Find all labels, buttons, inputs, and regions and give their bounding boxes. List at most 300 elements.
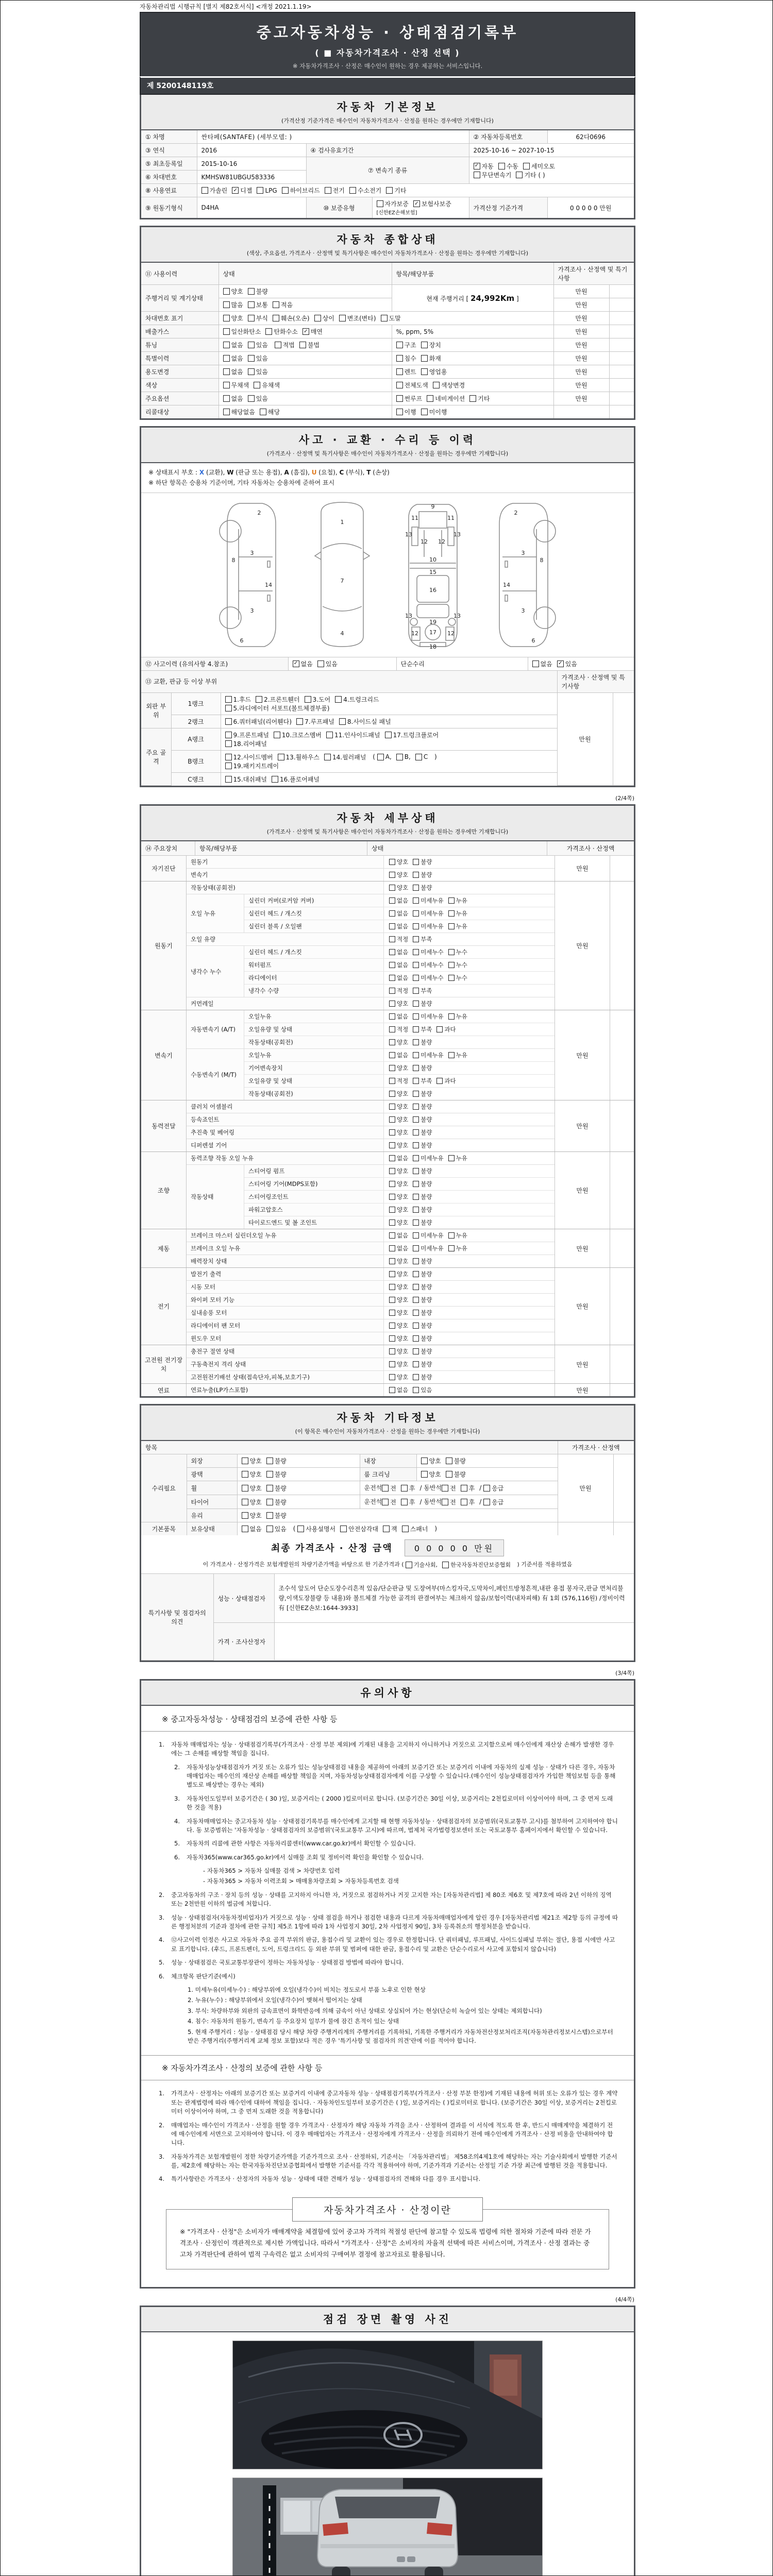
- checkbox-매연[interactable]: [303, 327, 323, 336]
- checkbox-box-icon: [413, 962, 419, 968]
- checkbox-없음[interactable]: [223, 341, 243, 349]
- checkbox-label: 양호: [397, 1348, 409, 1355]
- checkbox-자가보증[interactable]: [377, 199, 409, 208]
- checkbox-있음[interactable]: [248, 354, 268, 363]
- detail-group: [141, 882, 634, 1010]
- checkbox-불량[interactable]: [413, 1257, 432, 1265]
- checkbox-누수[interactable]: [448, 974, 467, 982]
- checkbox-양호[interactable]: [389, 1334, 408, 1343]
- checkbox-수소전기[interactable]: [349, 186, 381, 195]
- checkbox-불량[interactable]: [413, 858, 432, 866]
- checkbox-불량[interactable]: [413, 1128, 432, 1137]
- checkbox-label: 불량: [421, 1103, 432, 1111]
- checkbox-불량[interactable]: [413, 1167, 432, 1175]
- checkbox-불량[interactable]: [446, 1456, 466, 1465]
- checkbox-5.라디에이터 서포트(볼트체결부품)[interactable]: [225, 704, 330, 713]
- checkbox-양호[interactable]: [389, 1283, 408, 1291]
- checkbox-안전삼각대[interactable]: [340, 1524, 378, 1533]
- checkbox-LPG[interactable]: [257, 187, 277, 194]
- checkbox-세미오토[interactable]: [523, 162, 555, 171]
- item-label: 스티어링 기어(MDPS포함): [244, 1178, 383, 1190]
- checkbox-box-icon: [448, 962, 455, 968]
- checkbox-불량[interactable]: [413, 1373, 432, 1381]
- checkbox-있음[interactable]: [248, 367, 268, 376]
- checkbox-과다[interactable]: [436, 1025, 456, 1033]
- remarks-label: 특기사항 및 점검자의 의견: [141, 1574, 213, 1660]
- checkbox-과다[interactable]: [436, 1077, 456, 1085]
- checkbox-양호[interactable]: [242, 1456, 262, 1465]
- checkbox-누수[interactable]: [448, 961, 467, 969]
- note-cell: [610, 1100, 634, 1151]
- checkbox-불량[interactable]: [413, 1218, 432, 1227]
- checkbox-구조[interactable]: [396, 341, 416, 349]
- checkbox-7.루프패널[interactable]: [296, 717, 334, 726]
- checkbox-누유[interactable]: [448, 909, 467, 918]
- section-subtitle: (가격산정 기준가격은 매수인이 자동차가격조사 · 산정을 원하는 경우에만 기재합니다): [281, 117, 494, 124]
- checkbox-C[interactable]: [415, 753, 428, 760]
- checkbox-기타 ( )[interactable]: [516, 171, 545, 179]
- checkbox-미세누유[interactable]: [413, 1051, 443, 1059]
- engine-type-label: ⑨ 원동기형식: [141, 197, 197, 218]
- checkbox-불량[interactable]: [413, 1193, 432, 1201]
- checkbox-누유[interactable]: [448, 1012, 467, 1021]
- checkbox-적정[interactable]: [389, 1025, 408, 1033]
- detail-subgroup: [187, 894, 554, 933]
- checkbox-양호[interactable]: [389, 1373, 408, 1381]
- detail-group: [141, 1345, 634, 1384]
- checkbox-label: 불량: [421, 884, 432, 892]
- checkbox-전체도색[interactable]: [396, 381, 428, 389]
- item-label: 클러치 어셈블리: [187, 1100, 383, 1113]
- checkbox-없음[interactable]: [389, 1012, 408, 1021]
- notice-item-text: 자동차의 리콜에 관한 사항은 자동차리콜센터(www.car.go.kr)에서 확인할 수 있습니다.: [187, 1840, 416, 1848]
- checkbox-양호[interactable]: [389, 1270, 408, 1278]
- notice-item-number: 6.: [159, 1972, 165, 1980]
- checkbox-양호[interactable]: [242, 1484, 262, 1493]
- checkbox-누수[interactable]: [448, 948, 467, 956]
- checkbox-box-icon: [389, 1091, 395, 1097]
- checkbox-4.트렁크리드[interactable]: [335, 695, 379, 704]
- checkbox-box-icon: [223, 368, 230, 375]
- checkbox-label: 전: [390, 1499, 396, 1506]
- checkbox-탄화수소[interactable]: [265, 327, 297, 336]
- checkbox-수동[interactable]: [498, 162, 518, 171]
- checkbox-label: 스패너: [410, 1526, 428, 1533]
- note-cell: [609, 392, 634, 405]
- checkbox-무단변속기[interactable]: [474, 171, 512, 179]
- detail-row: [244, 1216, 554, 1229]
- checkbox-화재[interactable]: [421, 354, 441, 363]
- checkbox-양호[interactable]: [389, 1257, 408, 1265]
- tire-state: [237, 1495, 360, 1509]
- checkbox-label: 없음: [397, 974, 409, 982]
- checkbox-후[interactable]: [401, 1484, 415, 1493]
- checkbox-불량[interactable]: [266, 1484, 287, 1493]
- note-cell: [609, 338, 634, 352]
- checkbox-양호[interactable]: [389, 1141, 408, 1149]
- accident-flags-table: [141, 657, 634, 670]
- checkbox-3.도어[interactable]: [305, 695, 331, 704]
- checkbox-box-icon: [389, 1168, 395, 1174]
- device-label: 자기진단: [141, 856, 187, 881]
- checkbox-불량[interactable]: [413, 884, 432, 892]
- checkbox-없음[interactable]: [389, 1386, 408, 1394]
- state-cell: [383, 1178, 554, 1190]
- checkbox-양호[interactable]: [421, 1470, 441, 1479]
- checkbox-없음[interactable]: [389, 961, 408, 969]
- checkbox-불량[interactable]: [413, 1334, 432, 1343]
- checkbox-양호[interactable]: [389, 1103, 408, 1111]
- checkbox-미세누수[interactable]: [413, 961, 443, 969]
- checkbox-없음[interactable]: [389, 1051, 408, 1059]
- checkbox-불량[interactable]: [413, 1115, 432, 1124]
- checkbox-전[interactable]: [442, 1498, 456, 1506]
- checkbox-후[interactable]: [461, 1484, 475, 1493]
- checkbox-있음[interactable]: [557, 659, 577, 668]
- checkbox-15.대쉬패널[interactable]: [225, 775, 267, 784]
- checkbox-누유[interactable]: [448, 1231, 467, 1240]
- checkbox-해당없음[interactable]: [223, 408, 255, 416]
- checkbox-미세누유[interactable]: [413, 922, 443, 930]
- checkbox-하이브리드[interactable]: [282, 186, 320, 195]
- checkbox-침수[interactable]: [396, 354, 416, 363]
- checkbox-영업용[interactable]: [421, 367, 447, 376]
- checkbox-사용설명서[interactable]: [297, 1524, 335, 1533]
- checkbox-미세누수[interactable]: [413, 948, 443, 956]
- checkbox-있음[interactable]: [248, 394, 268, 403]
- checkbox-무채색[interactable]: [223, 381, 249, 389]
- checkbox-양호[interactable]: [242, 1470, 262, 1479]
- checkbox-19.패키지트레이[interactable]: [225, 761, 279, 770]
- detail-row: [187, 1332, 554, 1345]
- checkbox-있음[interactable]: [413, 1386, 432, 1394]
- checkbox-없음[interactable]: [389, 974, 408, 982]
- checkbox-누유[interactable]: [448, 896, 467, 905]
- checkbox-box-icon: [389, 1245, 395, 1251]
- checkbox-미세누유[interactable]: [413, 896, 443, 905]
- checkbox-양호[interactable]: [223, 314, 243, 323]
- checkbox-label: 양호: [231, 315, 243, 322]
- page-marker-3: (3/4쪽): [615, 1669, 634, 1676]
- checkbox-없음[interactable]: [389, 909, 408, 918]
- checkbox-스패너[interactable]: [402, 1524, 428, 1533]
- checkbox-18.리어패널[interactable]: [225, 739, 267, 748]
- checkbox-양호[interactable]: [389, 1038, 408, 1046]
- checkbox-A,[interactable]: [377, 753, 392, 760]
- checkbox-1.후드[interactable]: [225, 695, 251, 704]
- text-fragment: ※ 상태표시 부호 :: [148, 469, 199, 476]
- checkbox-box-icon: [266, 1485, 273, 1492]
- checkbox-box-icon: [413, 1181, 419, 1187]
- checkbox-없음[interactable]: [223, 394, 243, 403]
- checkbox-양호[interactable]: [389, 1360, 408, 1368]
- checkbox-렌트[interactable]: [396, 367, 416, 376]
- checkbox-누유[interactable]: [448, 1154, 467, 1162]
- checkbox-양호[interactable]: [389, 1128, 408, 1137]
- checkbox-기술사회,[interactable]: [406, 1561, 438, 1569]
- checkbox-8.사이드실 패널[interactable]: [339, 717, 391, 726]
- checkbox-상이[interactable]: [314, 314, 334, 323]
- notice-item-text: 중고자동차의 구조 · 장치 등의 성능 · 상태를 고지하지 아니한 자, 거짓으로 점검하거나 거짓 고지한 자는 [자동차관리법] 제 80조 제6호 및 제7호에 따라 2년 이하의 징역 또는 2천만원 이하의 벌금에 처합니다.: [171, 1891, 612, 1908]
- checkbox-양호[interactable]: [389, 1321, 408, 1330]
- checkbox-미세누유[interactable]: [413, 1154, 443, 1162]
- checkbox-불량[interactable]: [266, 1456, 287, 1465]
- rank-items: [221, 692, 557, 715]
- checkbox-6.쿼터패널(리어휀다)[interactable]: [225, 717, 292, 726]
- checkbox-불량[interactable]: [413, 1206, 432, 1214]
- checkbox-불량[interactable]: [413, 1270, 432, 1278]
- checkbox-label: 불량: [421, 1296, 432, 1304]
- checkbox-있음[interactable]: [266, 1524, 287, 1533]
- notice-item-text: 자동차 매매업자는 성능 · 상태점검기록부(가격조사 · 산정 부분 제외)에 기재된 내용을 고지하지 아니하거나 거짓으로 고지함으로써 매수인에게 재산상 손해가 발생한 경우에는 그 손해를 배상할 책임을 집니다.: [171, 1740, 614, 1757]
- checkbox-box-icon: [421, 409, 428, 415]
- checkbox-label: 적정: [397, 936, 409, 943]
- checkbox-불량[interactable]: [413, 1360, 432, 1368]
- polish-label: 광택: [187, 1468, 237, 1481]
- checkbox-box-icon: [223, 315, 230, 321]
- special-state: [219, 352, 392, 365]
- checkbox-해당[interactable]: [260, 408, 280, 416]
- checkbox-9.프론트패널[interactable]: [225, 731, 269, 739]
- checkbox-양호[interactable]: [242, 1498, 262, 1506]
- checkbox-없음[interactable]: [242, 1524, 262, 1533]
- checkbox-label: 양호: [249, 1458, 262, 1465]
- checkbox-label: 불량: [421, 1129, 432, 1137]
- checkbox-불량[interactable]: [413, 1090, 432, 1098]
- checkbox-양호[interactable]: [389, 1180, 408, 1188]
- price-cell: 만원: [554, 1010, 610, 1100]
- checkbox-미세누유[interactable]: [413, 909, 443, 918]
- checkbox-box-icon: [413, 1142, 419, 1148]
- checkbox-label: 전: [450, 1485, 456, 1493]
- checkbox-양호[interactable]: [389, 1296, 408, 1304]
- checkbox-누유[interactable]: [448, 1051, 467, 1059]
- checkbox-양호[interactable]: [389, 1193, 408, 1201]
- checkbox-미세누수[interactable]: [413, 974, 443, 982]
- checkbox-미이행[interactable]: [421, 408, 447, 416]
- checkbox-불량[interactable]: [413, 1141, 432, 1149]
- checkbox-자동[interactable]: [474, 162, 494, 171]
- checkbox-box-icon: [413, 1297, 419, 1303]
- checkbox-box-icon: [413, 897, 419, 904]
- checkbox-불량[interactable]: [413, 1038, 432, 1046]
- checkbox-label: 불량: [421, 1090, 432, 1098]
- checkbox-label: 보통: [256, 301, 268, 309]
- checkbox-한국자동차진단보증협회[interactable]: [442, 1561, 511, 1569]
- notice-item: [159, 1972, 618, 1981]
- diagram-part-number: 19: [429, 618, 436, 625]
- checkbox-후[interactable]: [461, 1498, 475, 1506]
- checkbox-변조(변타)[interactable]: [339, 314, 376, 323]
- item-label: 커먼레일: [187, 997, 383, 1010]
- checkbox-보험사보증[interactable]: [413, 199, 451, 208]
- detail-row: [187, 1358, 554, 1371]
- checkbox-도말[interactable]: [381, 314, 401, 323]
- checkbox-있음[interactable]: [248, 341, 268, 349]
- item-label: 파워고압호스: [244, 1204, 383, 1216]
- checkbox-label: 4.트렁크리드: [343, 696, 379, 703]
- checkbox-훼손(오손)[interactable]: [273, 314, 310, 323]
- checkbox-기타[interactable]: [469, 394, 490, 403]
- checkbox-양호[interactable]: [389, 1206, 408, 1214]
- checkbox-box-icon: [448, 1155, 455, 1161]
- checkbox-불량[interactable]: [413, 1296, 432, 1304]
- checkbox-전[interactable]: [382, 1484, 396, 1493]
- notice-item-number: 2.: [174, 1763, 180, 1771]
- checkbox-없음[interactable]: [389, 1154, 408, 1162]
- checkbox-box-icon: [223, 288, 230, 295]
- checkbox-기타[interactable]: [386, 186, 406, 195]
- checkbox-있음[interactable]: [317, 659, 338, 668]
- checkbox-양호[interactable]: [389, 999, 408, 1008]
- checkbox-label: 있음: [274, 1526, 287, 1533]
- checkbox-11.인사이드패널[interactable]: [326, 731, 380, 739]
- checkbox-양호[interactable]: [223, 287, 243, 296]
- state-cell: [383, 894, 554, 907]
- checkbox-전[interactable]: [442, 1484, 456, 1493]
- checkbox-없음[interactable]: [389, 922, 408, 930]
- checkbox-적음[interactable]: [273, 300, 293, 309]
- checkbox-불량[interactable]: [248, 287, 268, 296]
- checkbox-부족[interactable]: [413, 987, 432, 995]
- checkbox-box-icon: [225, 776, 232, 783]
- checkbox-양호[interactable]: [389, 1167, 408, 1175]
- checkbox-미세누유[interactable]: [413, 1231, 443, 1240]
- checkbox-양호[interactable]: [242, 1511, 262, 1520]
- checkbox-양호[interactable]: [389, 1064, 408, 1072]
- checkbox-불량[interactable]: [413, 871, 432, 879]
- checkbox-누유[interactable]: [448, 1244, 467, 1252]
- checkbox-전[interactable]: [382, 1498, 396, 1506]
- detail-group-rows: [187, 1152, 554, 1229]
- state-cell: [383, 997, 554, 1010]
- checkbox-장치[interactable]: [421, 341, 441, 349]
- checkbox-box-icon: [413, 975, 419, 981]
- checkbox-17.트렁크플로어[interactable]: [385, 731, 439, 739]
- checkbox-14.필러패널[interactable]: [324, 753, 366, 761]
- checkbox-양호[interactable]: [389, 871, 408, 879]
- checkbox-B,[interactable]: [396, 753, 411, 760]
- checkbox-불량[interactable]: [446, 1470, 466, 1479]
- checkbox-2.프론트휀더[interactable]: [256, 695, 299, 704]
- checkbox-부족[interactable]: [413, 935, 432, 943]
- checkbox-부족[interactable]: [413, 1025, 432, 1033]
- checkbox-부식[interactable]: [248, 314, 268, 323]
- checkbox-적정[interactable]: [389, 1077, 408, 1085]
- checkbox-box-icon: [523, 163, 530, 170]
- checkbox-네비게이션[interactable]: [427, 394, 465, 403]
- checkbox-양호[interactable]: [389, 1115, 408, 1124]
- checkbox-불량[interactable]: [413, 1347, 432, 1355]
- checkbox-불량[interactable]: [413, 1180, 432, 1188]
- current-mileage: [392, 285, 553, 312]
- checkbox-불량[interactable]: [266, 1511, 287, 1520]
- checkbox-색상변경[interactable]: [433, 381, 465, 389]
- checkbox-불법[interactable]: [299, 341, 320, 349]
- checkbox-적법[interactable]: [275, 341, 295, 349]
- checkbox-적정[interactable]: [389, 987, 408, 995]
- car-name-value: 싼타페(SANTAFE) (세부모델: ): [197, 130, 469, 144]
- price-cell: 만원: [553, 298, 609, 312]
- checkbox-디젤[interactable]: [232, 186, 252, 195]
- diagram-part-number: 13: [405, 531, 412, 538]
- checkbox-이행[interactable]: [396, 408, 416, 416]
- checkbox-양호[interactable]: [389, 858, 408, 866]
- checkbox-불량[interactable]: [413, 999, 432, 1008]
- checkbox-많음[interactable]: [223, 300, 243, 309]
- checkbox-없음[interactable]: [293, 659, 313, 668]
- diagram-part-number: 16: [429, 586, 436, 594]
- section-photos-header: [141, 2307, 634, 2332]
- checkbox-불량[interactable]: [413, 1103, 432, 1111]
- checkbox-label: 불량: [421, 1361, 432, 1368]
- checkbox-13.휠하우스[interactable]: [278, 753, 320, 761]
- checkbox-label: C: [423, 753, 428, 761]
- checkbox-없음[interactable]: [389, 948, 408, 956]
- checkbox-없음[interactable]: [532, 659, 552, 668]
- item-label: 발전기 출력: [187, 1268, 383, 1280]
- checkbox-label: 8.사이드실 패널: [347, 718, 391, 725]
- options-item: [392, 392, 553, 405]
- col-item: 항목/해당부품: [199, 845, 238, 853]
- checkbox-없음[interactable]: [223, 367, 243, 376]
- checkbox-box-icon: [389, 1078, 395, 1084]
- checkbox-보통[interactable]: [248, 300, 268, 309]
- checkbox-label: 부족: [421, 1077, 432, 1085]
- checkbox-가솔린[interactable]: [201, 186, 228, 195]
- checkbox-응급[interactable]: [483, 1498, 503, 1506]
- checkbox-양호[interactable]: [389, 1347, 408, 1355]
- checkbox-전기[interactable]: [325, 186, 345, 195]
- checkbox-불량[interactable]: [266, 1498, 287, 1506]
- checkbox-양호[interactable]: [389, 884, 408, 892]
- checkbox-양호[interactable]: [389, 1218, 408, 1227]
- checkbox-없음[interactable]: [389, 1244, 408, 1252]
- checkbox-잭[interactable]: [383, 1524, 397, 1533]
- checkbox-box-icon: [396, 355, 403, 362]
- checkbox-불량[interactable]: [266, 1470, 287, 1479]
- checkbox-적정[interactable]: [389, 935, 408, 943]
- checkbox-썬루프[interactable]: [396, 394, 423, 403]
- checkbox-일산화탄소[interactable]: [223, 327, 261, 336]
- checkbox-없음[interactable]: [389, 1231, 408, 1240]
- checkbox-불량[interactable]: [413, 1309, 432, 1317]
- checkbox-미세누유[interactable]: [413, 1244, 443, 1252]
- checkbox-미세누유[interactable]: [413, 1012, 443, 1021]
- checkbox-양호[interactable]: [389, 1090, 408, 1098]
- checkbox-10.크로스멤버[interactable]: [274, 731, 322, 739]
- checkbox-16.플로어패널[interactable]: [272, 775, 320, 784]
- checkbox-양호[interactable]: [421, 1456, 441, 1465]
- checkbox-없음[interactable]: [223, 354, 243, 363]
- diagram-part-number: 8: [540, 556, 544, 564]
- checkbox-응급[interactable]: [483, 1484, 503, 1493]
- checkbox-box-icon: [266, 1526, 273, 1532]
- checkbox-label: 미세누유: [421, 1245, 444, 1252]
- checkbox-부족[interactable]: [413, 1077, 432, 1085]
- checkbox-불량[interactable]: [413, 1064, 432, 1072]
- checkbox-후[interactable]: [401, 1498, 415, 1506]
- price-cell: 만원: [553, 392, 609, 405]
- checkbox-양호[interactable]: [389, 1309, 408, 1317]
- checkbox-누유[interactable]: [448, 922, 467, 930]
- text-fragment: T: [366, 469, 371, 476]
- checkbox-12.사이드멤버[interactable]: [225, 753, 273, 761]
- checkbox-불량[interactable]: [413, 1321, 432, 1330]
- checkbox-유채색[interactable]: [254, 381, 280, 389]
- checkbox-없음[interactable]: [389, 896, 408, 905]
- checkbox-불량[interactable]: [413, 1283, 432, 1291]
